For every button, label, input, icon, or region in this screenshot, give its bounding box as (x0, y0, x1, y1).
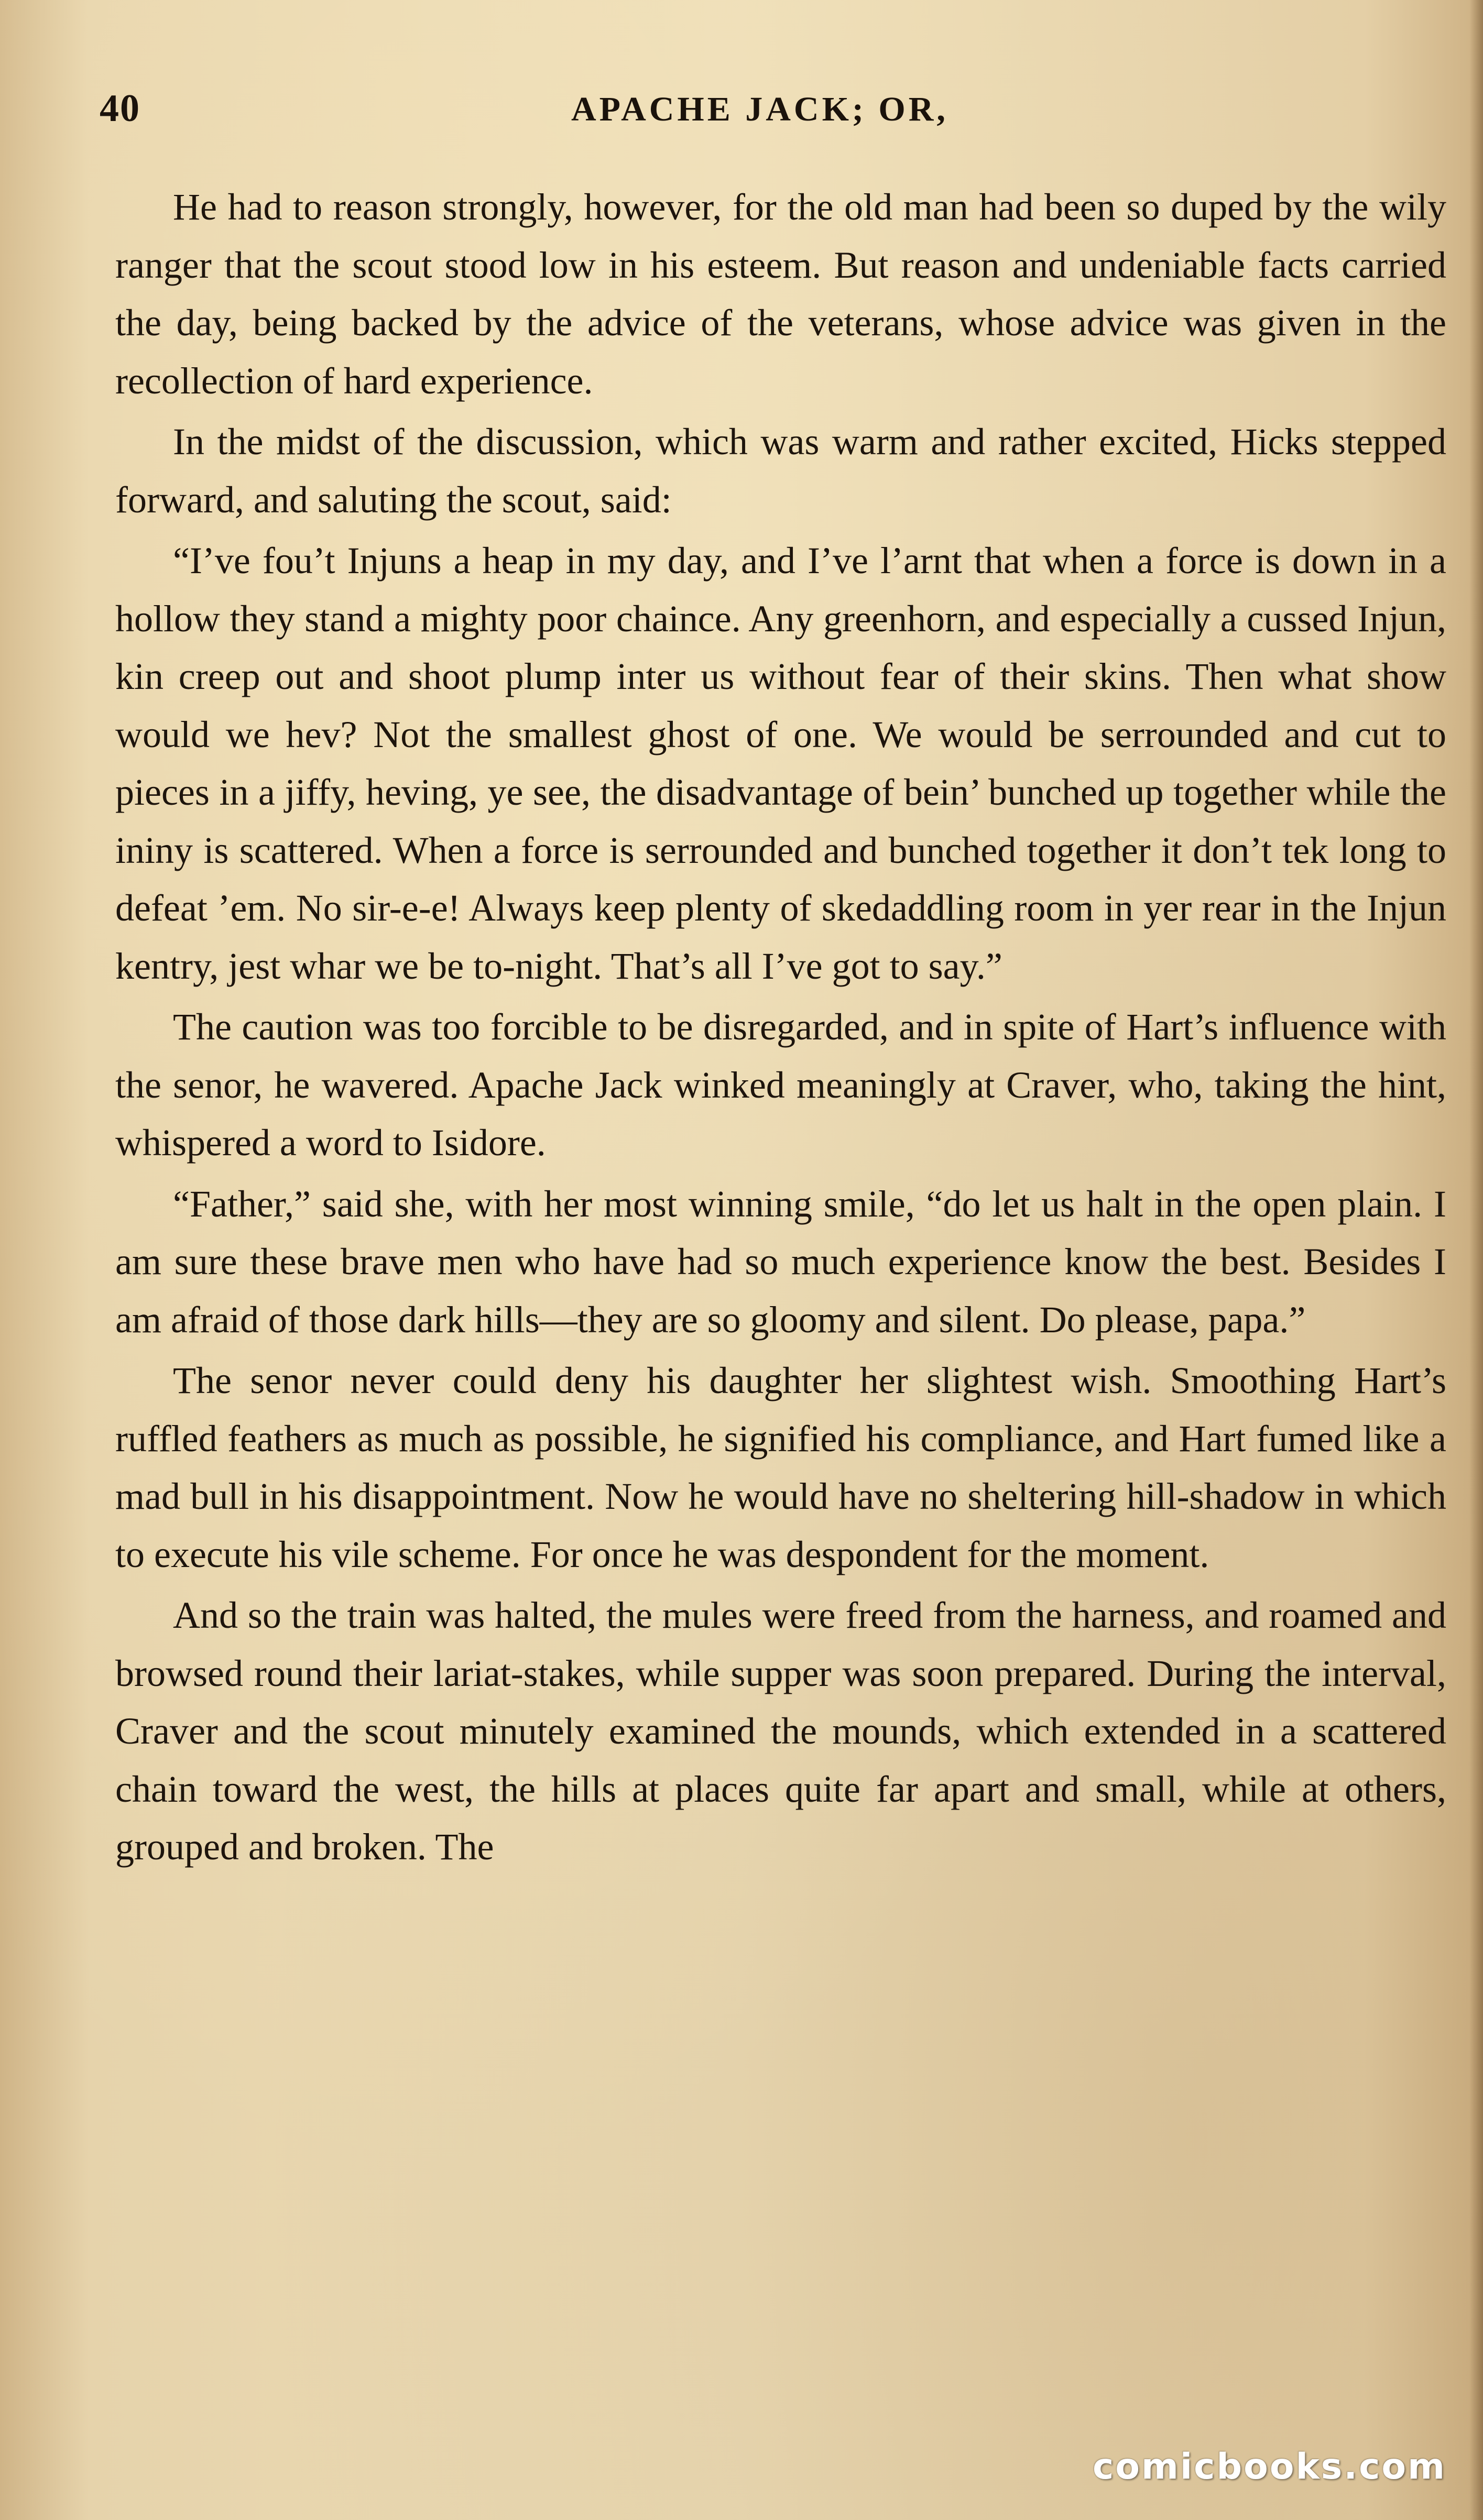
paragraph: In the midst of the discussion, which was warm and rather excited, Hicks stepped forward, and saluting the scout, said: (115, 421, 1446, 521)
paragraph: He had to reason strongly, however, for the old man had been so duped by the wily ranger that the scout stood low in his esteem. But reason and undeniable facts carried the day, being backed by the advice of the veterans, whose advice was given in the recollection of hard experience. (115, 186, 1446, 402)
body-text (115, 178, 1446, 1879)
paragraph: The caution was too forcible to be disregarded, and in spite of Hart’s influence with the senor, he wavered. Apache Jack winked meaningly at Craver, who, taking the hint, whispered a word to Isidore. (115, 1006, 1446, 1164)
watermark: comicbooks.com (1092, 2446, 1446, 2488)
running-head: APACHE JACK; OR, (571, 90, 948, 128)
page-header (100, 86, 1441, 128)
paragraph: “I’ve fou’t Injuns a heap in my day, and I’ve l’arnt that when a force is down in a hollow they stand a mighty poor chaince. Any greenhorn, and especially a cussed Injun, kin creep out and shoot plump inter us without fear of their skins. Then what show would we hev? Not the smallest ghost of one. We would be serrounded and cut to pieces in a jiffy, heving, ye see, the disadvantage of bein’ bunched up together while the ininy is scattered. When a force is serrounded and bunched together it don’t tek long to defeat ’em. No sir-e-e! Always keep plenty of skedaddling room in yer rear in the Injun kentry, jest whar we be to-night. That’s all I’ve got to say.” (115, 540, 1446, 987)
page-number: 40 (100, 87, 140, 130)
paragraph: The senor never could deny his daughter her slightest wish. Smoothing Hart’s ruffled feathers as much as possible, he signified his compliance, and Hart fumed like a mad bull in his disappointment. Now he would have no sheltering hill-shadow in which to execute his vile scheme. For once he was despondent for the moment. (115, 1360, 1446, 1575)
paragraph: “Father,” said she, with her most winning smile, “do let us halt in the open plain. I am sure these brave men who have had so much experience know the best. Besides I am afraid of those dark hills—they are so gloomy and silent. Do please, papa.” (115, 1182, 1446, 1341)
page-edge-shadow (1469, 0, 1483, 2520)
paragraph: And so the train was halted, the mules were freed from the harness, and roamed and browsed round their lariat-stakes, while supper was soon prepared. During the interval, Craver and the scout minutely examined the mounds, which extended in a scattered chain toward the west, the hills at places quite far apart and small, while at others, grouped and broken. The (115, 1594, 1446, 1868)
